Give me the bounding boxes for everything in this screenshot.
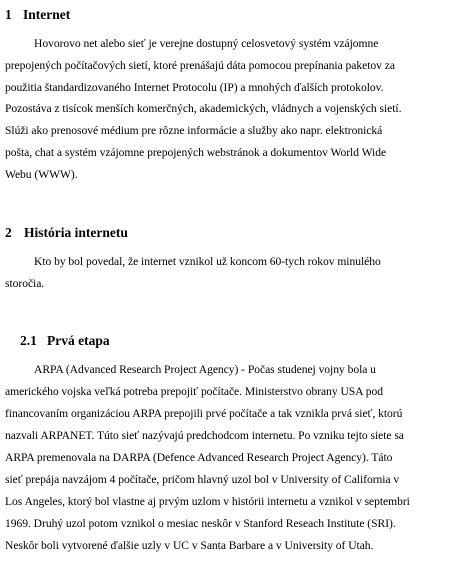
section-number: 2 xyxy=(5,225,12,240)
section-heading-historia-internetu xyxy=(5,225,128,241)
paragraph-line: ARPA premenovala na DARPA (Defence Advanced Research Project Agency). Táto xyxy=(5,451,393,464)
paragraph-line: prepojených počítačových sietí, ktoré prenášajú dáta pomocou prepínania paketov za xyxy=(5,59,395,72)
paragraph-line: sieť prepája navzájom 4 počítače, pričom hlavný uzol bol v University of California v xyxy=(5,473,400,486)
section-number: 1 xyxy=(5,7,12,22)
paragraph-line: Webu (WWW). xyxy=(5,168,78,181)
paragraph-line: Kto by bol povedal, že internet vznikol už koncom 60-tych rokov minulého xyxy=(34,255,381,268)
paragraph-line: použitia štandardizovaného Internet Protocolu (IP) a mnohých ďalších protokolov. xyxy=(5,81,384,94)
section-heading-internet xyxy=(5,7,70,23)
paragraph-line: Slúži ako prenosové médium pre rôzne informácie a služby ako napr. elektronická xyxy=(5,124,383,137)
paragraph-line: 1969. Druhý uzol potom vznikol o mesiac neskôr v Stanford Reseach Institute (SRI). xyxy=(5,517,396,530)
paragraph-line: Pozostáva z tisícok menších komerčných, akademických, vládnych a vojenských sietí. xyxy=(5,102,402,115)
section-heading-prva-etapa xyxy=(20,333,110,349)
section-title: História internetu xyxy=(24,225,128,240)
section-title: Internet xyxy=(23,7,71,22)
paragraph-line: ARPA (Advanced Research Project Agency) - Počas studenej vojny bola u xyxy=(34,363,376,376)
paragraph-line: Los Angeles, ktorý bol vlastne aj prvým uzlom v histórii internetu a vznikol v septembri xyxy=(5,495,410,508)
section-title: Prvá etapa xyxy=(47,333,110,348)
paragraph-line: Hovorovo net alebo sieť je verejne dostupný celosvetový systém vzájomne xyxy=(34,37,379,50)
paragraph-line: amerického vojska veľká potreba prepojiť počítače. Ministerstvo obrany USA pod xyxy=(5,385,383,398)
section-number: 2.1 xyxy=(20,333,37,348)
paragraph-line: pošta, chat a systém vzájomne prepojených webstránok a dokumentov World Wide xyxy=(5,146,387,159)
paragraph-line: storočia. xyxy=(5,277,45,290)
paragraph-line: nazvali ARPANET. Túto sieť nazývajú predchodcom internetu. Po vzniku tejto siete sa xyxy=(5,429,404,442)
paragraph-line: Neskôr boli vytvorené ďalšie uzly v UC v Santa Barbare a v University of Utah. xyxy=(5,539,374,552)
paragraph-line: financovaním organizáciou ARPA prepojili prvé počítače a tak vznikla prvá sieť, ktorú xyxy=(5,407,403,420)
